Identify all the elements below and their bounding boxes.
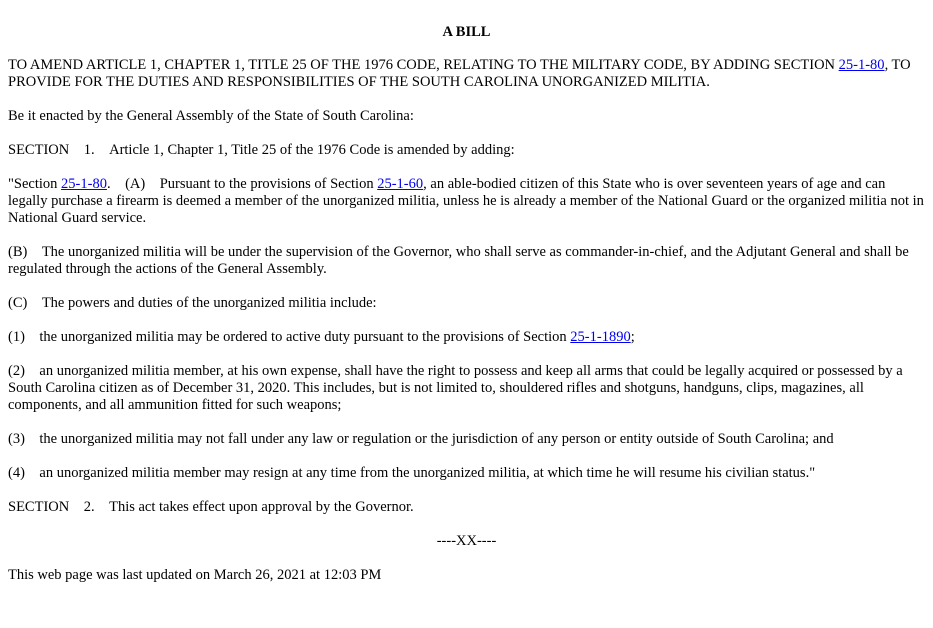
bill-title: A BILL	[442, 24, 491, 40]
enacting-clause: Be it enacted by the General Assembly of the State of South Carolina:	[8, 108, 414, 124]
subsection-b: (B) The unorganized militia will be under the supervision of the Governor, who shall serve as commander-in-chief, and the Adjutant General and shall be regulated through the actions of the General Assembly.	[8, 244, 909, 277]
subsection-c: (C) The powers and duties of the unorganized militia include:	[8, 295, 377, 311]
section-link-25-1-1890[interactable]: 25-1-1890	[570, 329, 631, 345]
summary-text-2: , TO PROVIDE FOR THE DUTIES AND RESPONSIBILITIES OF THE SOUTH CAROLINA UNORGANIZED MILITIA.	[8, 57, 911, 90]
subsection-a-text-3: , an able-bodied citizen of this State who is over seventeen years of age and can legally purchase a firearm is deemed a member of the unorganized militia, unless he is already a member of the National Guard or the organized militia not in National Guard service.	[8, 176, 924, 226]
item-3: (3) the unorganized militia may not fall under any law or regulation or the jurisdiction of any person or entity outside of South Carolina; and	[8, 431, 834, 447]
end-divider: ----XX----	[436, 533, 497, 549]
subsection-a	[8, 176, 925, 227]
item-2: (2) an unorganized militia member, at his own expense, shall have the right to possess and keep all arms that could be legally acquired or possessed by a South Carolina citizen as of December 31, 2020. This includes, but is not limited to, shouldered rifles and shotguns, handguns, clips, magazines, all components, and all ammunition fitted for such weapons;	[8, 363, 903, 413]
section-link-25-1-80[interactable]: 25-1-80	[838, 57, 885, 73]
item-4: (4) an unorganized militia member may resign at any time from the unorganized militia, at which time he will resume his civilian status."	[8, 465, 816, 481]
item-1-text-1: (1) the unorganized militia may be ordered to active duty pursuant to the provisions of Section	[8, 329, 571, 345]
bill-summary	[8, 57, 925, 91]
summary-text-1: TO AMEND ARTICLE 1, CHAPTER 1, TITLE 25 OF THE 1976 CODE, RELATING TO THE MILITARY CODE, BY ADDING SECTION	[8, 57, 839, 73]
subsection-a-text-2: . (A) Pursuant to the provisions of Section	[106, 176, 378, 192]
subsection-a-text-1: "Section	[8, 176, 62, 192]
section-link-25-1-80-b[interactable]: 25-1-80	[61, 176, 107, 192]
section-1: SECTION 1. Article 1, Chapter 1, Title 25 of the 1976 Code is amended by adding:	[8, 142, 515, 158]
item-1	[8, 329, 925, 346]
section-link-25-1-60[interactable]: 25-1-60	[377, 176, 424, 192]
section-2: SECTION 2. This act takes effect upon approval by the Governor.	[8, 499, 414, 515]
item-1-text-2: ;	[630, 329, 635, 345]
bill-document	[0, 24, 925, 584]
last-updated: This web page was last updated on March 26, 2021 at 12:03 PM	[8, 567, 382, 583]
